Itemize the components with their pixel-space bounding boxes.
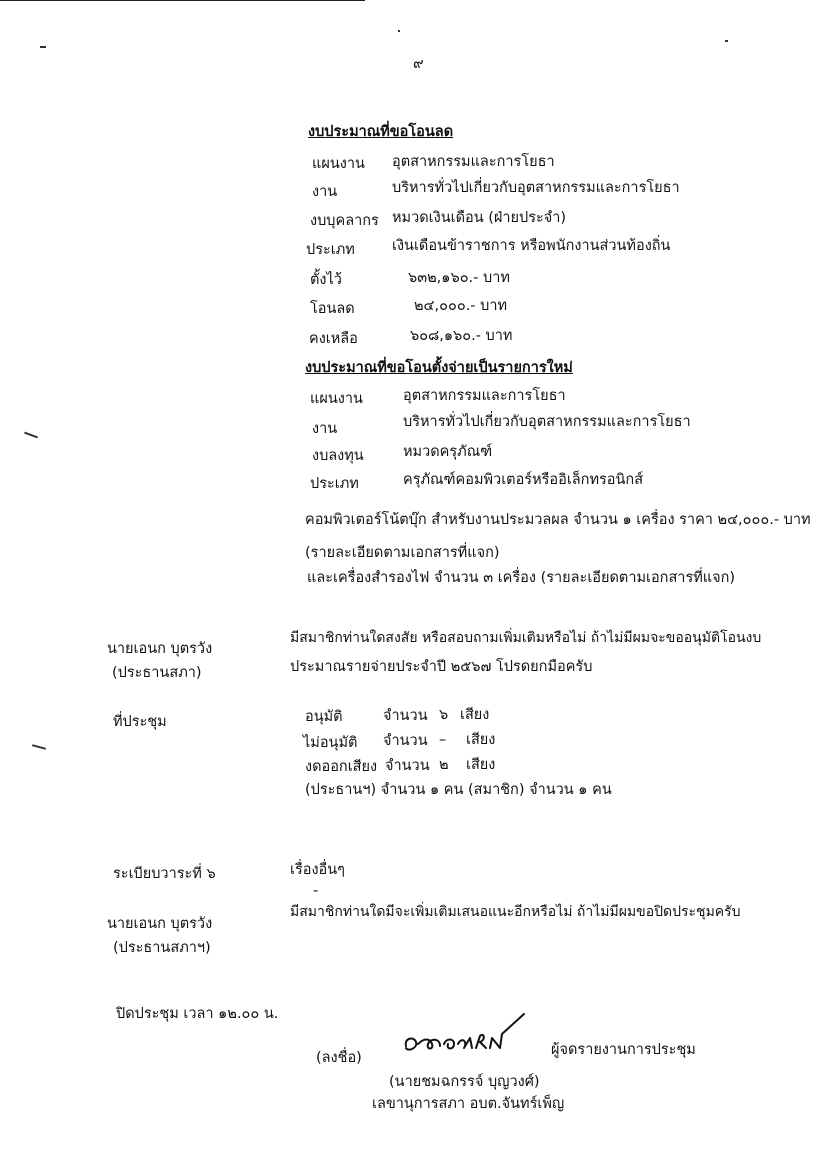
reduce-label-work: งาน	[312, 184, 338, 200]
vote-count-approve: ๖	[439, 707, 449, 723]
speaker-name: นายเอนก บุตรวัง	[107, 916, 213, 932]
agenda-6-dash: -	[313, 883, 319, 899]
vote-count-label: จำนวน	[383, 708, 428, 724]
reduce-value-cut: ๒๔,๐๐๐.- บาท	[414, 298, 508, 314]
agenda-6-title: เรื่องอื่นๆ	[290, 862, 345, 878]
reduce-value-set: ๖๓๒,๑๖๐.- บาท	[408, 270, 510, 286]
vote-option-abstain: งดออกเสียง	[305, 759, 378, 775]
vote-option-reject: ไม่อนุมัติ	[303, 735, 358, 751]
new-label-plan: แผนงาน	[310, 391, 363, 407]
chair-question-line-2: ประมาณรายจ่ายประจำปี ๒๕๖๗ โปรดยกมือครับ	[290, 659, 593, 675]
speaker-role: (ประธานสภาฯ)	[113, 940, 211, 956]
speaker-name: นายเอนก บุตรวัง	[107, 641, 213, 657]
reduce-label-set: ตั้งไว้	[310, 272, 342, 288]
chair-close-text: มีสมาชิกท่านใดมีจะเพิ่มเติมเสนอแนะอีกหรือไม่ ถ้าไม่มีผมขอปิดประชุมครับ	[290, 904, 741, 920]
signer-title: เลขานุการสภา อบต.จันทร์เพ็ญ	[372, 1096, 565, 1112]
section-new-heading: งบประมาณที่ขอโอนตั้งจ่ายเป็นรายการใหม่	[305, 360, 573, 376]
vote-unit: เสียง	[466, 757, 496, 773]
new-value-type: ครุภัณฑ์คอมพิวเตอร์หรืออิเล็กทรอนิกส์	[403, 472, 644, 488]
scan-speck	[725, 40, 728, 42]
chair-question-line-1: มีสมาชิกท่านใดสงสัย หรือสอบถามเพิ่มเติมหรือไม่ ถ้าไม่มีผมจะขออนุมัติโอนงบ	[290, 630, 762, 646]
signer-role: ผู้จดรายงานการประชุม	[551, 1042, 696, 1058]
reduce-label-plan: แผนงาน	[312, 156, 365, 172]
speaker-role: (ประธานสภา)	[112, 665, 202, 681]
reduce-value-type: เงินเดือนข้าราชการ หรือพนักงานส่วนท้องถิ่น	[392, 238, 671, 254]
new-note-detail: (รายละเอียดตามเอกสารที่แจก)	[305, 545, 500, 561]
scan-speck	[24, 432, 38, 439]
new-value-work: บริหารทั่วไปเกี่ยวกับอุตสาหกรรมและการโยธา	[403, 414, 691, 430]
scan-speck	[40, 46, 46, 48]
reduce-value-work: บริหารทั่วไปเกี่ยวกับอุตสาหกรรมและการโยธา	[392, 180, 680, 196]
vote-count-abstain: ๒	[439, 757, 449, 773]
scan-edge-line	[0, 0, 365, 1]
agenda-6-label: ระเบียบวาระที่ ๖	[113, 866, 216, 882]
reduce-label-type: ประเภท	[306, 242, 355, 258]
reduce-label-personnel: งบบุคลากร	[310, 213, 379, 229]
reduce-value-plan: อุตสาหกรรมและการโยธา	[392, 154, 555, 170]
handwritten-signature	[400, 1008, 530, 1060]
new-label-work: งาน	[312, 421, 338, 437]
vote-option-approve: อนุมัติ	[305, 709, 343, 725]
new-value-plan: อุตสาหกรรมและการโยธา	[403, 388, 566, 404]
vote-note: (ประธานฯ) จำนวน ๑ คน (สมาชิก) จำนวน ๑ คน	[305, 782, 612, 798]
closing-time: ปิดประชุม เวลา ๑๒.๐๐ น.	[116, 1006, 279, 1022]
vote-count-reject: –	[439, 732, 447, 748]
new-note-laptop: คอมพิวเตอร์โน้ตบุ๊ก สำหรับงานประมวลผล จำนวน ๑ เครื่อง ราคา ๒๔,๐๐๐.- บาท	[305, 512, 811, 528]
scan-speck	[32, 744, 46, 750]
vote-unit: เสียง	[460, 707, 490, 723]
reduce-label-cut: โอนลด	[310, 301, 355, 317]
new-value-invest: หมวดครุภัณฑ์	[403, 444, 493, 460]
sign-label: (ลงชื่อ)	[316, 1050, 362, 1066]
vote-unit: เสียง	[466, 732, 496, 748]
page-number: ๙	[413, 56, 424, 72]
reduce-value-personnel: หมวดเงินเดือน (ฝ่ายประจำ)	[392, 210, 567, 226]
reduce-label-remaining: คงเหลือ	[309, 331, 358, 347]
section-reduce-heading: งบประมาณที่ขอโอนลด	[308, 124, 454, 140]
vote-label: ที่ประชุม	[113, 714, 167, 730]
scan-speck	[398, 30, 400, 32]
new-label-type: ประเภท	[310, 476, 359, 492]
new-label-invest: งบลงทุน	[312, 448, 364, 464]
vote-count-label: จำนวน	[383, 733, 428, 749]
reduce-value-remaining: ๖๐๘,๑๖๐.- บาท	[410, 328, 513, 344]
vote-count-label: จำนวน	[385, 758, 430, 774]
new-note-ups: และเครื่องสำรองไฟ จำนวน ๓ เครื่อง (รายละเอียดตามเอกสารที่แจก)	[307, 570, 736, 586]
signer-name: (นายชมฉกรรจ์ บุญวงศ์)	[389, 1074, 540, 1090]
